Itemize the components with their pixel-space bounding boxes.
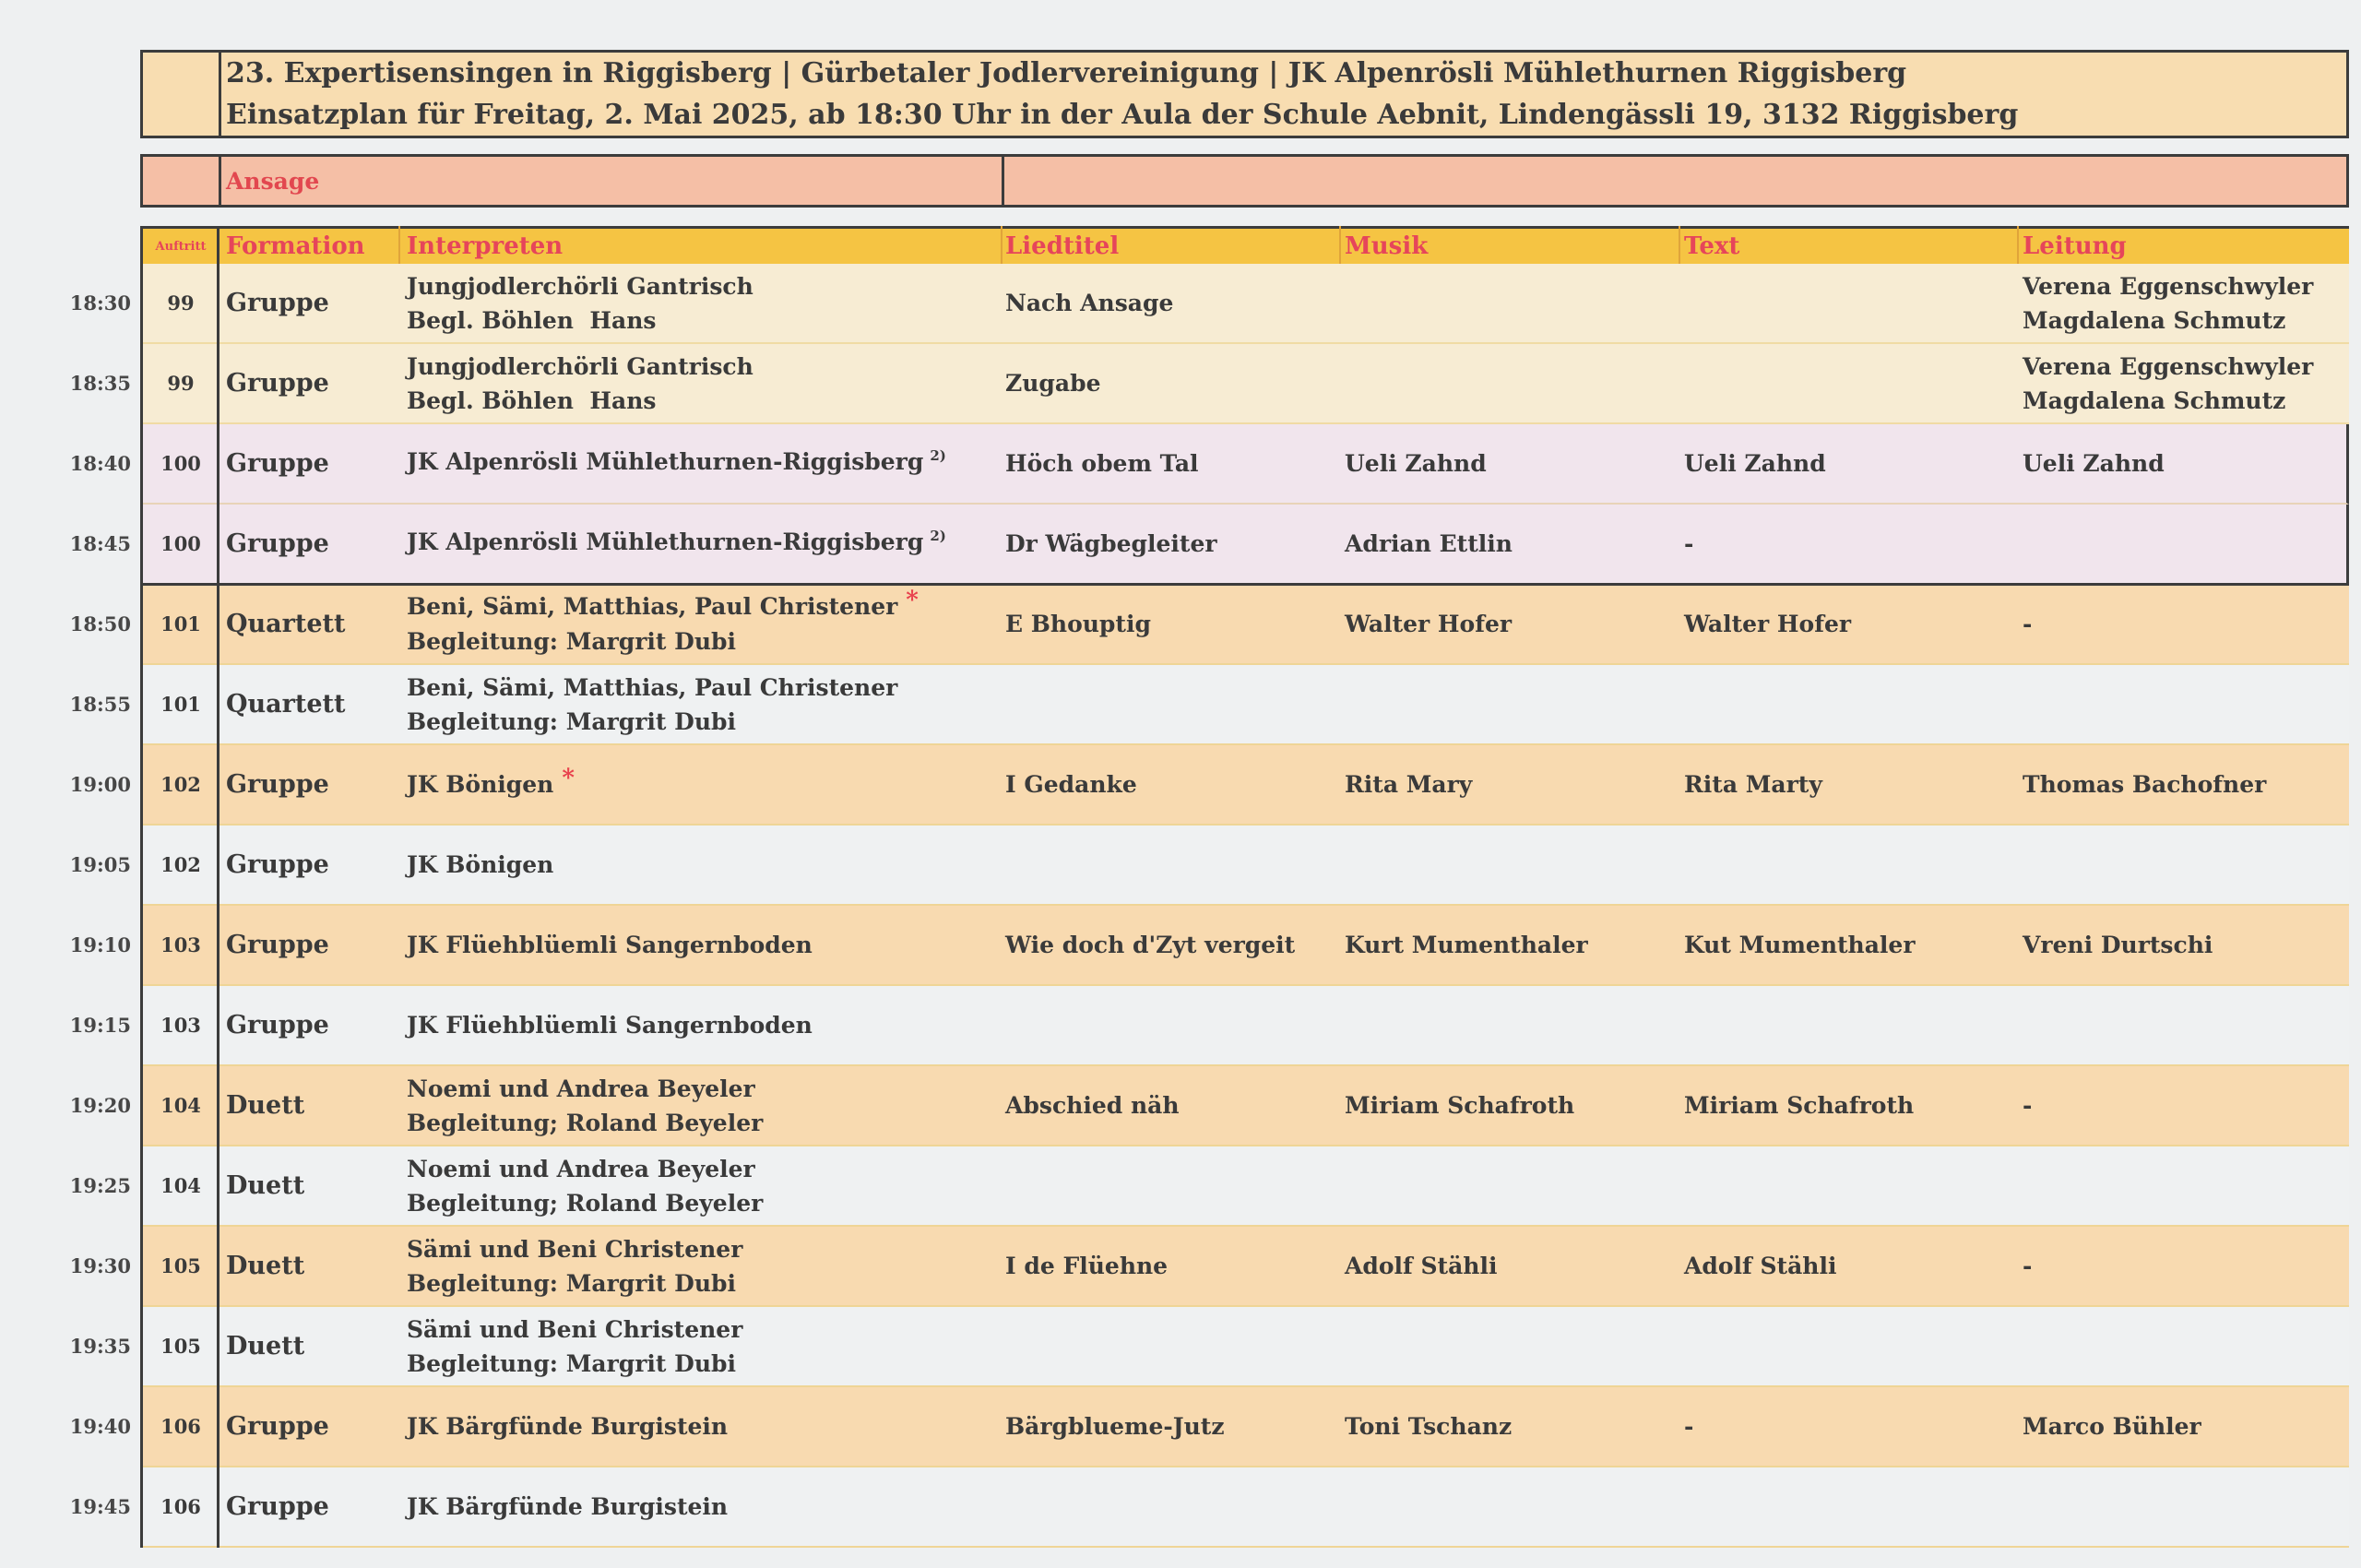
cell-formation: Gruppe (226, 1492, 329, 1521)
title-text (226, 53, 2337, 136)
cell-time: 19:40 (69, 1415, 131, 1438)
cell-liedtitel: I Gedanke (1005, 771, 1137, 798)
cell-leitung-line: Thomas Bachofner (2023, 771, 2267, 798)
cell-interpreten-line: Begl. Böhlen Hans (407, 386, 657, 414)
table-row (69, 1467, 2349, 1548)
table-row (69, 1146, 2349, 1227)
cell-interpreten-line (407, 764, 575, 802)
cell-auftritt: 102 (160, 773, 201, 796)
interpreten-name: Beni, Sämi, Matthias, Paul Christener (407, 593, 898, 620)
cell-musik: Adrian Ettlin (1345, 530, 1513, 557)
cell-interpreten (407, 1467, 728, 1546)
cell-interpreten-line: Noemi und Andrea Beyeler (407, 1155, 755, 1182)
cell-time: 19:20 (69, 1094, 131, 1117)
cell-time: 18:50 (69, 612, 131, 636)
cell-interpreten (407, 1146, 763, 1225)
cell-formation: Gruppe (226, 529, 329, 558)
cell-interpreten (407, 665, 897, 743)
cell-liedtitel: Höch obem Tal (1005, 450, 1199, 477)
cell-auftritt: 100 (160, 532, 201, 555)
cell-liedtitel: Bärgblueme-Jutz (1005, 1413, 1225, 1440)
cell-formation: Duett (226, 1091, 305, 1120)
column-header-interpreten: Interpreten (407, 232, 564, 260)
cell-interpreten (407, 344, 753, 422)
cell-interpreten (407, 505, 946, 583)
cell-time: 19:30 (69, 1254, 131, 1277)
cell-leitung-line: - (2023, 611, 2033, 637)
interpreten-name: JK Alpenrösli Mühlethurnen-Riggisberg (407, 529, 924, 555)
cell-auftritt: 99 (167, 291, 195, 315)
cell-leitung-line: Verena Eggenschwyler (2023, 272, 2314, 300)
cell-auftritt: 102 (160, 853, 201, 876)
cell-musik: Ueli Zahnd (1345, 450, 1487, 477)
cell-leitung-line: Vreni Durtschi (2023, 932, 2213, 958)
title-box (140, 50, 2349, 138)
cell-auftritt: 103 (160, 933, 201, 956)
cell-formation: Gruppe (226, 1412, 329, 1441)
cell-time: 18:30 (69, 291, 131, 315)
cell-auftritt: 106 (160, 1415, 201, 1438)
cell-interpreten-line: JK Bärgfünde Burgistein (407, 1493, 729, 1520)
column-header-divider (1339, 226, 1341, 264)
asterisk-marker: * (906, 587, 919, 614)
cell-formation: Gruppe (226, 1011, 329, 1039)
table-row (69, 1066, 2349, 1146)
column-header-divider (1001, 226, 1003, 264)
column-header-musik: Musik (1345, 232, 1429, 260)
cell-leitung (2023, 344, 2313, 422)
cell-auftritt: 101 (160, 612, 201, 636)
table-row (69, 1307, 2349, 1387)
cell-interpreten-line: Jungjodlerchörli Gantrisch (407, 352, 753, 380)
cell-leitung-line: Ueli Zahnd (2023, 450, 2165, 477)
cell-musik: Miriam Schafroth (1345, 1092, 1575, 1119)
cell-formation: Quartett (226, 690, 346, 719)
cell-liedtitel: Zugabe (1005, 370, 1101, 397)
table-row (69, 1387, 2349, 1467)
column-header-divider (398, 226, 400, 264)
title-line-1: 23. Expertisensingen in Riggisberg | Gürbetaler Jodlervereinigung | JK Alpenrösli Mühlethurnen Riggisberg (226, 57, 1907, 89)
cell-interpreten-line: JK Flüehblüemli Sangernboden (407, 1012, 813, 1039)
cell-leitung (2023, 585, 2032, 663)
cell-time: 19:25 (69, 1174, 131, 1197)
cell-formation: Gruppe (226, 449, 329, 478)
cell-interpreten (407, 424, 946, 503)
cell-leitung (2023, 906, 2213, 984)
cell-time: 18:45 (69, 532, 131, 555)
cell-liedtitel: Wie doch d'Zyt vergeit (1005, 932, 1296, 958)
cell-text: Kut Mumenthaler (1684, 932, 1916, 958)
table-row (69, 585, 2349, 665)
cell-musik: Adolf Stähli (1345, 1253, 1498, 1279)
table-row (69, 826, 2349, 906)
cell-leitung-line: Magdalena Schmutz (2023, 306, 2286, 334)
cell-interpreten (407, 1387, 728, 1466)
cell-musik: Rita Mary (1345, 771, 1473, 798)
cell-interpreten (407, 1227, 742, 1305)
cell-interpreten (407, 826, 553, 904)
column-header-auftritt: Auftritt (155, 239, 207, 254)
table-row (69, 986, 2349, 1066)
table-row (69, 665, 2349, 745)
cell-auftritt: 100 (160, 452, 201, 475)
column-header-formation: Formation (226, 232, 365, 260)
cell-interpreten-line: Begleitung; Roland Beyeler (407, 1109, 764, 1136)
table-row (69, 264, 2349, 344)
footnote-marker: 2) (930, 447, 946, 464)
cell-interpreten-line: JK Flüehblüemli Sangernboden (407, 932, 813, 958)
cell-interpreten-line: Sämi und Beni Christener (407, 1235, 743, 1263)
ansage-divider-middle (1002, 157, 1004, 205)
cell-time: 19:05 (69, 853, 131, 876)
cell-formation: Gruppe (226, 850, 329, 879)
cell-liedtitel: Abschied näh (1005, 1092, 1180, 1119)
table-row (69, 745, 2349, 826)
cell-formation: Duett (226, 1252, 305, 1280)
cell-text: Rita Marty (1684, 771, 1822, 798)
cell-liedtitel: I de Flüehne (1005, 1253, 1169, 1279)
cell-formation: Gruppe (226, 289, 329, 317)
footnote-marker: 2) (930, 528, 946, 544)
cell-formation: Gruppe (226, 369, 329, 398)
cell-auftritt: 105 (160, 1254, 201, 1277)
cell-interpreten (407, 1307, 742, 1385)
cell-time: 19:10 (69, 933, 131, 956)
cell-interpreten (407, 264, 753, 342)
cell-leitung-line: Magdalena Schmutz (2023, 386, 2286, 414)
cell-interpreten-line: Begl. Böhlen Hans (407, 306, 657, 334)
column-header-liedtitel: Liedtitel (1005, 232, 1120, 260)
cell-text: - (1684, 1413, 1694, 1440)
column-header-text: Text (1684, 232, 1740, 260)
cell-liedtitel: Dr Wägbegleiter (1005, 530, 1217, 557)
cell-auftritt: 105 (160, 1335, 201, 1358)
cell-auftritt: 104 (160, 1094, 201, 1117)
cell-interpreten-line: Begleitung; Roland Beyeler (407, 1189, 764, 1217)
cell-interpreten (407, 585, 919, 663)
title-box-divider (219, 53, 221, 136)
column-header-divider (1679, 226, 1680, 264)
cell-auftritt: 99 (167, 372, 195, 395)
cell-leitung (2023, 264, 2313, 342)
cell-leitung (2023, 745, 2266, 824)
interpreten-name: JK Bönigen (407, 770, 554, 798)
ansage-divider-left (219, 157, 221, 205)
cell-time: 19:00 (69, 773, 131, 796)
ansage-label: Ansage (226, 167, 320, 195)
cell-musik: Walter Hofer (1345, 611, 1513, 637)
cell-time: 18:35 (69, 372, 131, 395)
table-frame-line-auftritt (217, 226, 219, 1548)
cell-interpreten (407, 1066, 763, 1145)
ansage-row (140, 154, 2349, 208)
cell-leitung (2023, 1066, 2032, 1145)
cell-interpreten (407, 906, 813, 984)
cell-interpreten-line: Sämi und Beni Christener (407, 1315, 743, 1343)
cell-text: Adolf Stähli (1684, 1253, 1837, 1279)
cell-auftritt: 103 (160, 1014, 201, 1037)
cell-interpreten (407, 745, 575, 824)
asterisk-marker: * (562, 764, 575, 792)
title-line-2: Einsatzplan für Freitag, 2. Mai 2025, ab 18:30 Uhr in der Aula der Schule Aebnit, Lindengässli 19, 3132 Riggisberg (226, 99, 2019, 131)
cell-formation: Gruppe (226, 770, 329, 799)
column-header-divider (2017, 226, 2019, 264)
cell-auftritt: 101 (160, 693, 201, 716)
cell-text: - (1684, 530, 1694, 557)
cell-interpreten-line: Begleitung: Margrit Dubi (407, 628, 737, 655)
cell-text: Miriam Schafroth (1684, 1092, 1915, 1119)
cell-interpreten-line: Begleitung: Margrit Dubi (407, 1349, 737, 1377)
cell-liedtitel: Nach Ansage (1005, 290, 1174, 316)
cell-interpreten-line: Beni, Sämi, Matthias, Paul Christener (407, 673, 898, 701)
cell-leitung (2023, 424, 2165, 503)
table-row (69, 424, 2349, 505)
table-frame-line-left (140, 226, 143, 1548)
cell-formation: Duett (226, 1171, 305, 1200)
cell-auftritt: 106 (160, 1495, 201, 1518)
cell-liedtitel: E Bhouptig (1005, 611, 1151, 637)
cell-interpreten-line: Begleitung: Margrit Dubi (407, 1269, 737, 1297)
table-row (69, 344, 2349, 424)
cell-auftritt: 104 (160, 1174, 201, 1197)
cell-formation: Gruppe (226, 931, 329, 959)
cell-interpreten-line (407, 589, 919, 624)
cell-interpreten-line: JK Bärgfünde Burgistein (407, 1413, 729, 1440)
table-group-divider (140, 583, 2349, 586)
cell-interpreten-line: Begleitung: Margrit Dubi (407, 707, 737, 735)
cell-interpreten-line: JK Bönigen (407, 851, 554, 878)
cell-leitung-line: - (2023, 1092, 2033, 1119)
cell-interpreten-line (407, 445, 946, 482)
cell-musik: Kurt Mumenthaler (1345, 932, 1588, 958)
cell-interpreten-line: Noemi und Andrea Beyeler (407, 1075, 755, 1102)
cell-time: 19:45 (69, 1495, 131, 1518)
cell-musik: Toni Tschanz (1345, 1413, 1513, 1440)
cell-text: Ueli Zahnd (1684, 450, 1826, 477)
cell-time: 18:55 (69, 693, 131, 716)
cell-interpreten-line (407, 525, 946, 563)
cell-formation: Quartett (226, 610, 346, 638)
table-row (69, 505, 2349, 585)
table-row (69, 1227, 2349, 1307)
cell-leitung (2023, 1387, 2201, 1466)
cell-leitung (2023, 1227, 2032, 1305)
interpreten-name: JK Alpenrösli Mühlethurnen-Riggisberg (407, 448, 924, 475)
table-row (69, 906, 2349, 986)
column-header-leitung: Leitung (2023, 232, 2127, 260)
cell-leitung-line: - (2023, 1253, 2033, 1279)
cell-time: 18:40 (69, 452, 131, 475)
cell-leitung-line: Marco Bühler (2023, 1413, 2201, 1440)
cell-leitung-line: Verena Eggenschwyler (2023, 352, 2314, 380)
cell-interpreten (407, 986, 813, 1064)
cell-text: Walter Hofer (1684, 611, 1852, 637)
cell-time: 19:35 (69, 1335, 131, 1358)
cell-interpreten-line: Jungjodlerchörli Gantrisch (407, 272, 753, 300)
cell-time: 19:15 (69, 1014, 131, 1037)
cell-formation: Duett (226, 1332, 305, 1360)
